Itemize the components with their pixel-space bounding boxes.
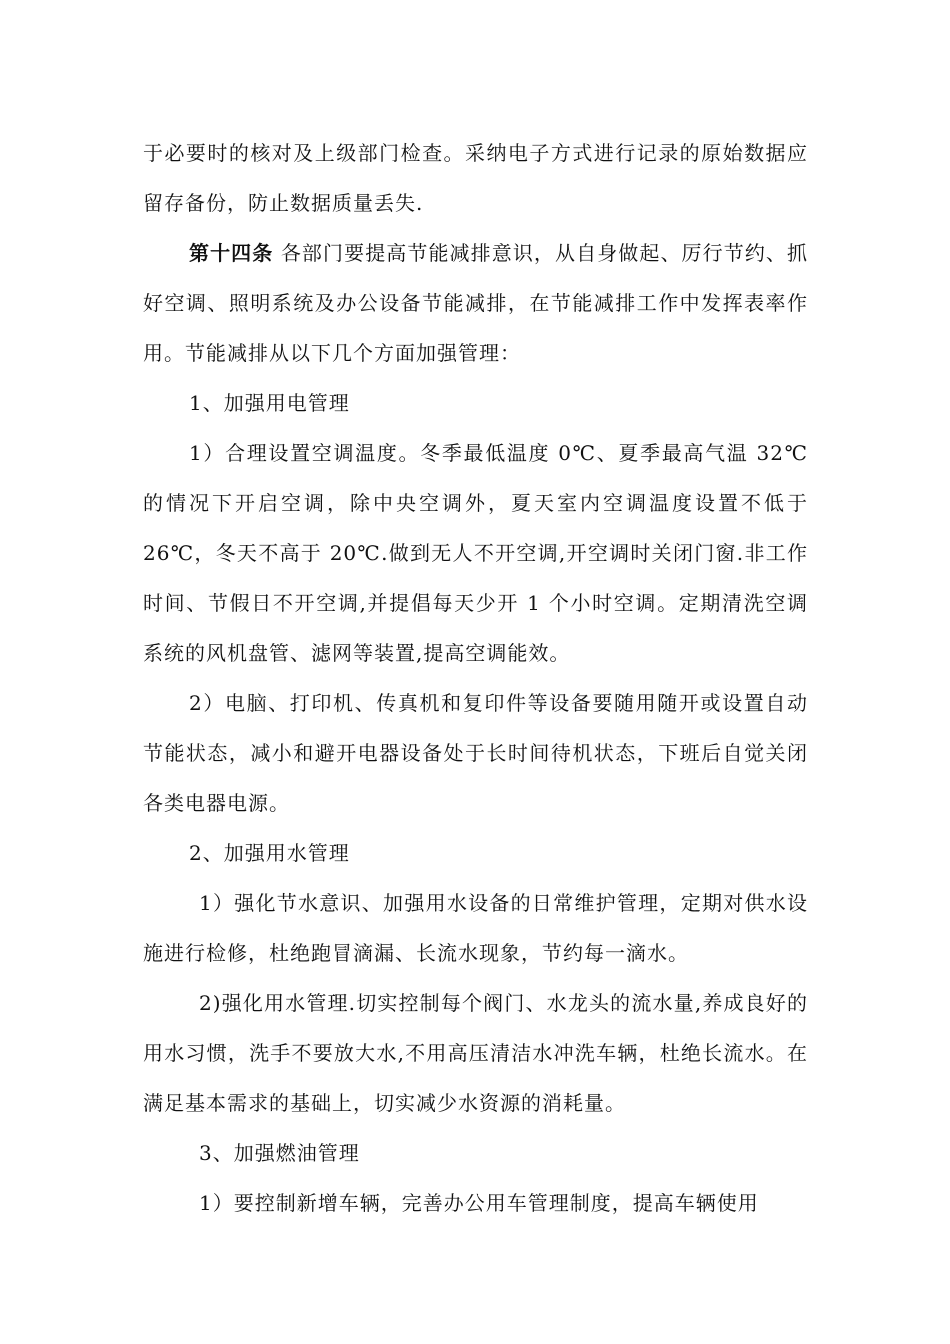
paragraph-vehicles: 1）要控制新增车辆，完善办公用车管理制度，提高车辆使用: [199, 1191, 759, 1215]
article-heading: 第十四条: [189, 241, 274, 265]
document-body: [143, 128, 808, 1228]
paragraph-water-awareness: 1）强化节水意识、加强用水设备的日常维护管理，定期对供水设施进行检修，杜绝跑冒滴漏、长流水现象，节约每一滴水。: [143, 891, 808, 965]
paragraph-ac-temperature: 1）合理设置空调温度。冬季最低温度 0℃、夏季最高气温 32℃的情况下开启空调，除中央空调外，夏天室内空调温度设置不低于 26℃，冬天不高于 20℃.做到无人不开空调,开空调时关闭门窗.非工作时间、节假日不开空调,并提倡每天少开 1 个小时空调。定期清洗空调系统的风机盘管、滤网等装置,提高空调能效。: [143, 441, 808, 665]
article-body: 各部门要提高节能减排意识，从自身做起、厉行节约、抓好空调、照明系统及办公设备节能减排，在节能减排工作中发挥表率作用。节能减排从以下几个方面加强管理：: [143, 241, 809, 365]
section-heading-electricity: 1、加强用电管理: [189, 391, 350, 415]
paragraph-water-management: 2)强化用水管理.切实控制每个阀门、水龙头的流水量,养成良好的用水习惯，洗手不要放大水,不用高压清洁水冲洗车辆，杜绝长流水。在满足基本需求的基础上，切实减少水资源的消耗量。: [143, 991, 808, 1115]
section-heading-fuel: 3、加强燃油管理: [199, 1141, 360, 1165]
paragraph-article-14: [143, 228, 808, 378]
section-heading-water: 2、加强用水管理: [189, 841, 350, 865]
paragraph-continuation: 于必要时的核对及上级部门检查。采纳电子方式进行记录的原始数据应留存备份，防止数据质量丢失.: [143, 141, 808, 215]
paragraph-office-devices: 2）电脑、打印机、传真机和复印件等设备要随用随开或设置自动节能状态，减小和避开电器设备处于长时间待机状态，下班后自觉关闭各类电器电源。: [143, 691, 808, 815]
